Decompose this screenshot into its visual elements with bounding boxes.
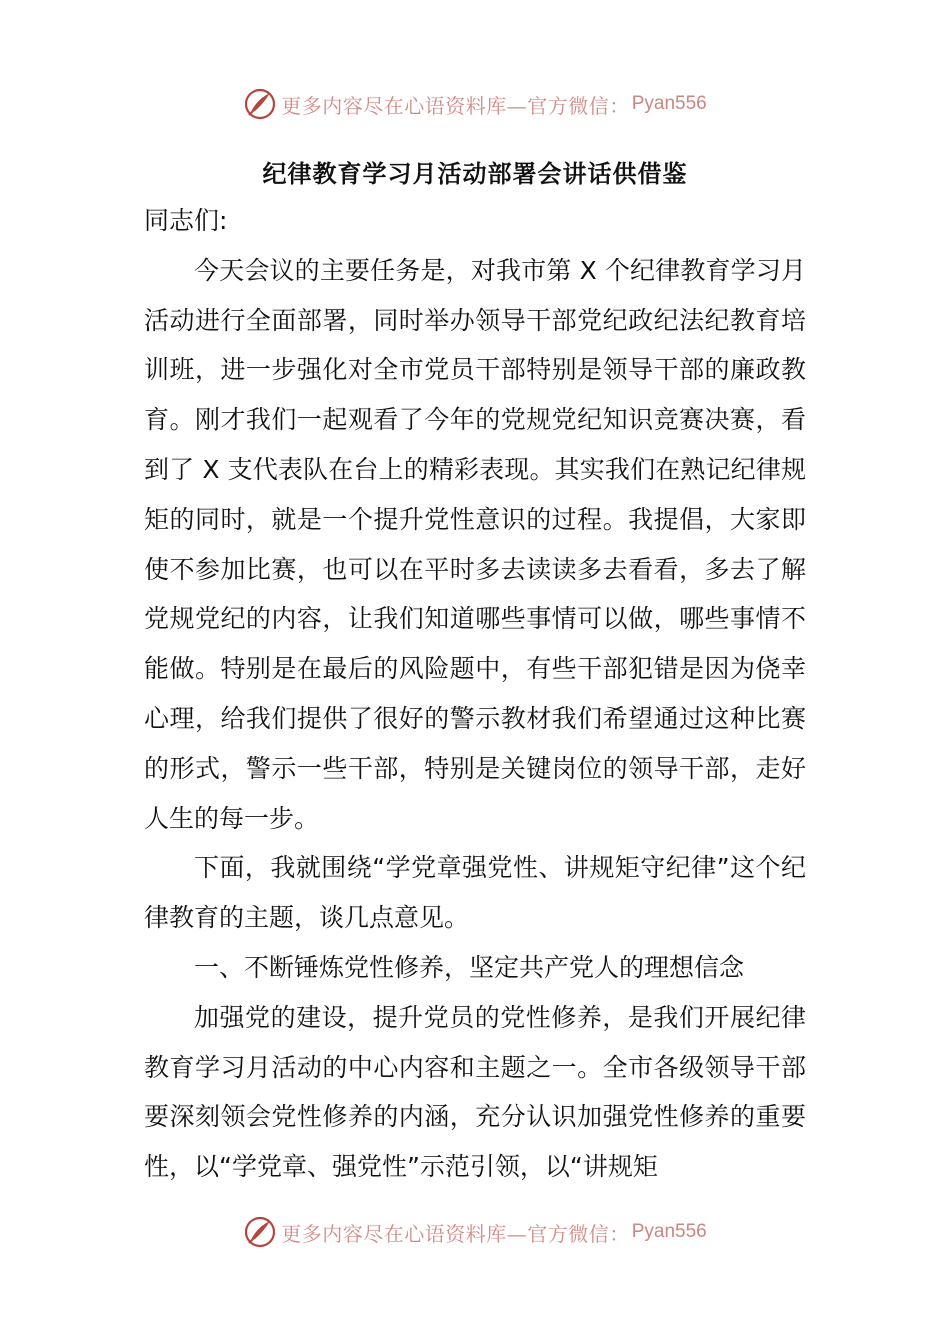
paragraph: 加强党的建设，提升党员的党性修养，是我们开展纪律教育学习月活动的中心内容和主题之一。全市各级领导干部要深刻领会党性修养的内涵，充分认识加强党性修养的重要性，以“学党章、强党性”示范引领，以“讲规矩 bbox=[144, 1002, 806, 1182]
watermark-wechat-id: Pyan556 bbox=[631, 93, 707, 114]
footer-watermark bbox=[0, 1212, 950, 1252]
document-title: 纪律教育学习月活动部署会讲话供借鉴 bbox=[262, 160, 688, 188]
quill-logo-icon bbox=[243, 87, 277, 121]
watermark-text: 更多内容尽在心语资料库—官方微信： bbox=[281, 1221, 630, 1246]
paragraph: 今天会议的主要任务是，对我市第 X 个纪律教育学习月活动进行全面部署，同时举办领导干部党纪政纪法纪教育培训班，进一步强化对全市党员干部特别是领导干部的廉政教育。刚才我们一起观看了今年的党规党纪知识竞赛决赛，看到了 X 支代表队在台上的精彩表现。其实我们在熟记纪律规矩的同时，就是一个提升党性意识的过程。我提倡，大家即使不参加比赛，也可以在平时多去读读多去看看，多去了解党规党纪的内容，让我们知道哪些事情可以做，哪些事情不能做。特别是在最后的风险题中，有些干部犯错是因为侥幸心理，给我们提供了很好的警示教材我们希望通过这种比赛的形式，警示一些干部，特别是关键岗位的领导干部，走好人生的每一步。 bbox=[144, 255, 806, 833]
header-watermark bbox=[0, 84, 950, 124]
watermark-wechat-id: Pyan556 bbox=[631, 1221, 707, 1242]
quill-logo-icon bbox=[243, 1215, 277, 1249]
section-heading: 一、不断锤炼党性修养，坚定共产党人的理想信念 bbox=[194, 952, 745, 982]
document-body bbox=[144, 196, 806, 1192]
salutation: 同志们: bbox=[144, 206, 228, 235]
paragraph: 下面，我就围绕“学党章强党性、讲规矩守纪律”这个纪律教育的主题，谈几点意见。 bbox=[144, 853, 806, 933]
watermark-text: 更多内容尽在心语资料库—官方微信： bbox=[281, 93, 630, 118]
